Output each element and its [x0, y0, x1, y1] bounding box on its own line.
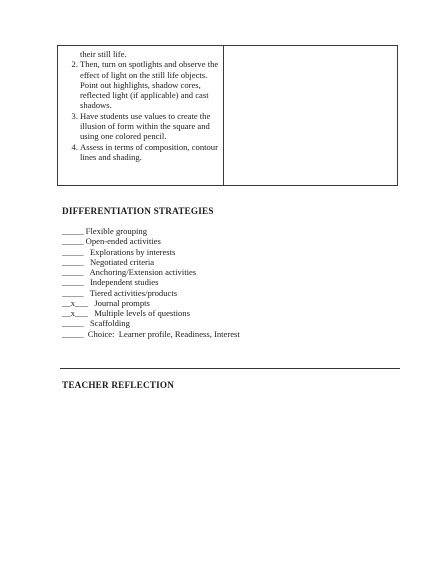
strategy-label: Tiered activities/products [89, 287, 178, 298]
step-continuation: their still life. [80, 49, 127, 59]
strategy-label: Flexible grouping [85, 226, 147, 236]
strategy-label: Negotiated criteria [89, 256, 155, 267]
section-divider-line [60, 368, 400, 369]
step-number: 2. [71, 59, 78, 70]
procedure-step [62, 142, 220, 163]
procedure-steps-cell [62, 49, 220, 162]
strategy-item [62, 236, 402, 246]
strategy-label: Multiple levels of questions [94, 308, 190, 318]
strategy-item [62, 257, 402, 267]
strategy-check-mark: _____ [62, 236, 84, 247]
strategy-check-mark: _____ [62, 277, 84, 288]
strategy-item [62, 288, 402, 298]
strategy-item [62, 329, 402, 339]
strategy-item [62, 298, 402, 308]
strategy-label: Open-ended activities [85, 236, 161, 247]
strategy-check-mark: _____ [62, 246, 84, 257]
step-number: 3. [71, 110, 78, 121]
strategy-label: Scaffolding [89, 318, 130, 329]
teacher-reflection-heading: TEACHER REFLECTION [62, 380, 175, 390]
procedure-step [62, 59, 220, 110]
strategy-label: Anchoring/Extension activities [89, 267, 197, 277]
strategy-check-mark: __x___ [62, 297, 88, 308]
procedure-table [57, 45, 398, 186]
strategy-label: Explorations by interests [89, 246, 176, 257]
strategy-item [62, 267, 402, 277]
strategy-item [62, 318, 402, 328]
strategy-item [62, 247, 402, 257]
strategy-check-mark: _____ [62, 226, 84, 236]
step-text: Assess in terms of composition, contour lines and shading. [80, 141, 218, 162]
strategy-check-mark: _____ [62, 267, 84, 277]
strategy-item [62, 277, 402, 287]
step-number: 4. [71, 141, 78, 152]
step-text: Have students use values to create the illusion of form within the square and using one colored pencil. [80, 110, 211, 142]
procedure-step [62, 111, 220, 142]
strategy-checklist [62, 226, 402, 339]
table-column-divider [223, 46, 224, 185]
strategy-check-mark: __x___ [62, 308, 88, 318]
strategy-label: Choice: Learner profile, Readiness, Interest [87, 328, 240, 339]
strategy-label: Independent studies [89, 277, 159, 288]
strategy-check-mark: _____ [62, 287, 84, 298]
strategy-item [62, 226, 402, 236]
strategy-check-mark: _____ [62, 318, 84, 329]
differentiation-heading: DIFFERENTIATION STRATEGIES [62, 206, 214, 216]
step-text: Then, turn on spotlights and observe the effect of light on the still life objects. Point out highlights, shadow cores, reflected light (if applicable) and cast shadows. [80, 59, 219, 111]
strategy-label: Journal prompts [94, 297, 150, 308]
strategy-check-mark: _____ [62, 328, 84, 339]
strategy-item [62, 308, 402, 318]
strategy-check-mark: _____ [62, 256, 84, 267]
